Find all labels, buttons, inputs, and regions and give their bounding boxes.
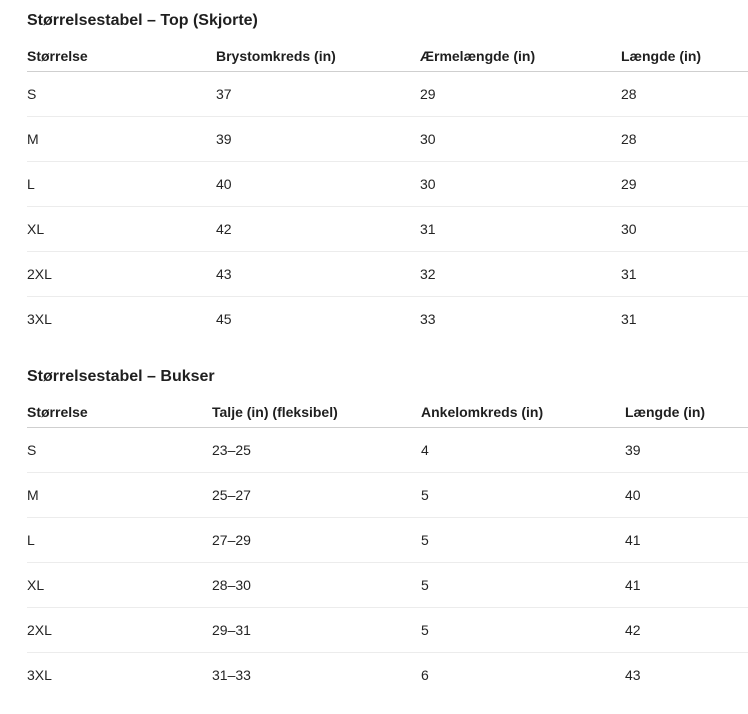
table-cell: 40 (625, 473, 748, 518)
table-cell: M (27, 473, 212, 518)
table-row (27, 518, 748, 563)
table-row (27, 428, 748, 473)
table-cell: 42 (216, 207, 420, 252)
table-cell: 29–31 (212, 608, 421, 653)
table-cell: 5 (421, 473, 625, 518)
table-row (27, 653, 748, 698)
pants-size-table-title: Størrelsestabel – Bukser (27, 368, 215, 385)
table-cell: 39 (625, 428, 748, 473)
table-cell: 28–30 (212, 563, 421, 608)
column-header-ankle: Ankelomkreds (in) (421, 396, 625, 428)
table-cell: XL (27, 563, 212, 608)
column-header-length: Længde (in) (625, 396, 748, 428)
table-header-row (27, 40, 748, 72)
table-cell: 28 (621, 117, 748, 162)
table-cell: 29 (420, 72, 621, 117)
table-cell: 31 (621, 311, 637, 327)
table-cell: 31–33 (212, 667, 251, 683)
table-cell: 37 (216, 72, 420, 117)
column-header-waist: Talje (in) (fleksibel) (212, 396, 421, 428)
table-cell: 30 (420, 162, 621, 207)
table-cell: 5 (421, 563, 625, 608)
table-cell: 31 (420, 207, 621, 252)
top-size-table-title: Størrelsestabel – Top (Skjorte) (27, 12, 258, 29)
table-cell: 2XL (27, 608, 212, 653)
table-cell: 31 (621, 252, 748, 297)
table-row (27, 563, 748, 608)
table-cell: 41 (625, 518, 748, 563)
table-cell: 4 (421, 428, 625, 473)
table-cell: 23–25 (212, 428, 421, 473)
table-row (27, 162, 748, 207)
table-row (27, 72, 748, 117)
table-cell: 39 (216, 117, 420, 162)
table-cell: L (27, 518, 212, 563)
column-header-size: Størrelse (27, 396, 212, 428)
table-cell: L (27, 162, 216, 207)
table-row (27, 207, 748, 252)
table-cell: S (27, 428, 212, 473)
table-cell: 43 (625, 667, 641, 683)
table-cell: 43 (216, 252, 420, 297)
table-cell: 40 (216, 162, 420, 207)
table-cell: S (27, 72, 216, 117)
table-row (27, 297, 748, 342)
table-cell: 45 (216, 311, 232, 327)
column-header-size: Størrelse (27, 40, 216, 72)
table-row (27, 473, 748, 518)
table-row (27, 117, 748, 162)
table-cell: 42 (625, 608, 748, 653)
table-cell: 29 (621, 162, 748, 207)
column-header-length: Længde (in) (621, 40, 748, 72)
table-row (27, 252, 748, 297)
table-header-row (27, 396, 748, 428)
table-cell: 3XL (27, 667, 52, 683)
table-cell: 6 (421, 667, 429, 683)
table-cell: 3XL (27, 311, 52, 327)
column-header-chest: Brystomkreds (in) (216, 40, 420, 72)
pants-size-table (27, 396, 748, 697)
top-size-table (27, 40, 748, 341)
table-cell: 5 (421, 608, 625, 653)
column-header-sleeve: Ærmelængde (in) (420, 40, 621, 72)
table-cell: 30 (621, 207, 748, 252)
table-cell: 41 (625, 563, 748, 608)
table-cell: 27–29 (212, 518, 421, 563)
table-cell: 32 (420, 252, 621, 297)
table-row (27, 608, 748, 653)
table-cell: 5 (421, 518, 625, 563)
table-cell: 30 (420, 117, 621, 162)
table-cell: 25–27 (212, 473, 421, 518)
table-cell: XL (27, 207, 216, 252)
table-cell: 28 (621, 72, 748, 117)
table-cell: 33 (420, 311, 436, 327)
table-cell: M (27, 117, 216, 162)
table-cell: 2XL (27, 252, 216, 297)
